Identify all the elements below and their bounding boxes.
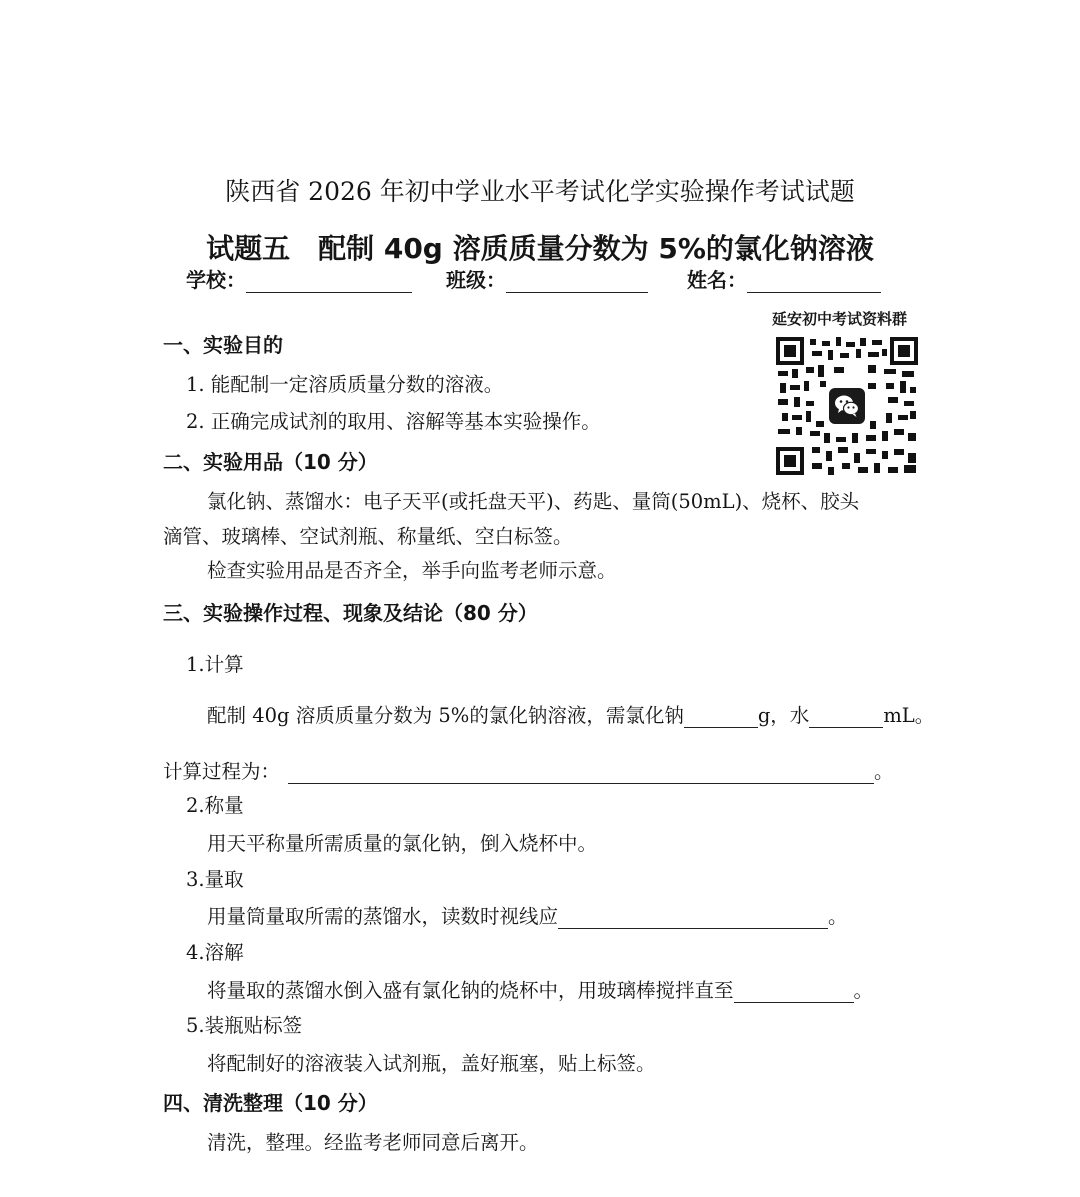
name-field bbox=[687, 264, 881, 293]
section-2-line-1: 氯化钠、蒸馏水：电子天平(或托盘天平)、药匙、量筒(50mL)、烧杯、胶头 bbox=[207, 490, 860, 513]
class-field bbox=[446, 264, 648, 293]
school-field bbox=[186, 264, 412, 293]
section-1-item-2: 2. 正确完成试剂的取用、溶解等基本实验操作。 bbox=[186, 410, 601, 433]
name-blank[interactable] bbox=[747, 274, 881, 293]
step-3-title: 3.量取 bbox=[186, 868, 244, 891]
section-1-heading: 一、实验目的 bbox=[163, 333, 283, 357]
section-2-line-3: 检查实验用品是否齐全，举手向监考老师示意。 bbox=[207, 559, 617, 582]
step-1-title: 1.计算 bbox=[186, 653, 244, 676]
step-5-title: 5.装瓶贴标签 bbox=[186, 1014, 303, 1037]
calc-process-blank[interactable] bbox=[288, 765, 874, 784]
step-4-title: 4.溶解 bbox=[186, 941, 244, 964]
reading-sightline-blank[interactable] bbox=[558, 910, 828, 929]
step-4-end: 。 bbox=[853, 979, 874, 1002]
exam-subtitle: 试题五 配制 40g 溶质质量分数为 5%的氯化钠溶液 bbox=[206, 232, 874, 265]
water-volume-blank[interactable] bbox=[809, 709, 883, 728]
calc-end: 。 bbox=[874, 760, 894, 783]
section-3-heading: 三、实验操作过程、现象及结论（80 分） bbox=[163, 601, 538, 625]
name-label: 姓名： bbox=[687, 268, 747, 292]
section-4-text: 清洗，整理。经监考老师同意后离开。 bbox=[207, 1131, 539, 1154]
class-blank[interactable] bbox=[506, 274, 648, 293]
section-2-heading: 二、实验用品（10 分） bbox=[163, 450, 378, 474]
section-1-item-1: 1. 能配制一定溶质质量分数的溶液。 bbox=[186, 373, 504, 396]
school-blank[interactable] bbox=[246, 274, 412, 293]
qr-caption: 延安初中考试资料群 bbox=[772, 310, 908, 328]
qr-code[interactable] bbox=[776, 337, 918, 475]
step-3-end: 。 bbox=[828, 905, 848, 928]
step-2-text: 用天平称量所需质量的氯化钠，倒入烧杯中。 bbox=[207, 832, 598, 855]
class-label: 班级： bbox=[446, 268, 506, 292]
step-1-text-c: mL。 bbox=[883, 704, 935, 727]
step-3-text bbox=[207, 901, 848, 929]
calc-process bbox=[163, 756, 894, 784]
section-4-heading: 四、清洗整理（10 分） bbox=[163, 1091, 378, 1115]
step-3-text-a: 用量筒量取所需的蒸馏水，读数时视线应 bbox=[207, 905, 559, 928]
step-1-text bbox=[207, 700, 934, 728]
step-4-text bbox=[207, 975, 873, 1003]
step-4-text-a: 将量取的蒸馏水倒入盛有氯化钠的烧杯中，用玻璃棒搅拌直至 bbox=[207, 979, 734, 1002]
step-1-text-b: g，水 bbox=[757, 704, 810, 727]
step-5-text: 将配制好的溶液装入试剂瓶，盖好瓶塞，贴上标签。 bbox=[207, 1052, 656, 1075]
section-2-line-2: 滴管、玻璃棒、空试剂瓶、称量纸、空白标签。 bbox=[163, 525, 573, 548]
dissolve-until-blank[interactable] bbox=[734, 984, 854, 1003]
nacl-mass-blank[interactable] bbox=[684, 709, 758, 728]
step-2-title: 2.称量 bbox=[186, 794, 244, 817]
calc-label: 计算过程为： bbox=[163, 760, 281, 783]
school-label: 学校： bbox=[186, 268, 246, 292]
step-1-text-a: 配制 40g 溶质质量分数为 5%的氯化钠溶液，需氯化钠 bbox=[207, 704, 684, 727]
exam-title: 陕西省 2026 年初中学业水平考试化学实验操作考试试题 bbox=[225, 177, 855, 206]
wechat-icon bbox=[831, 390, 863, 422]
